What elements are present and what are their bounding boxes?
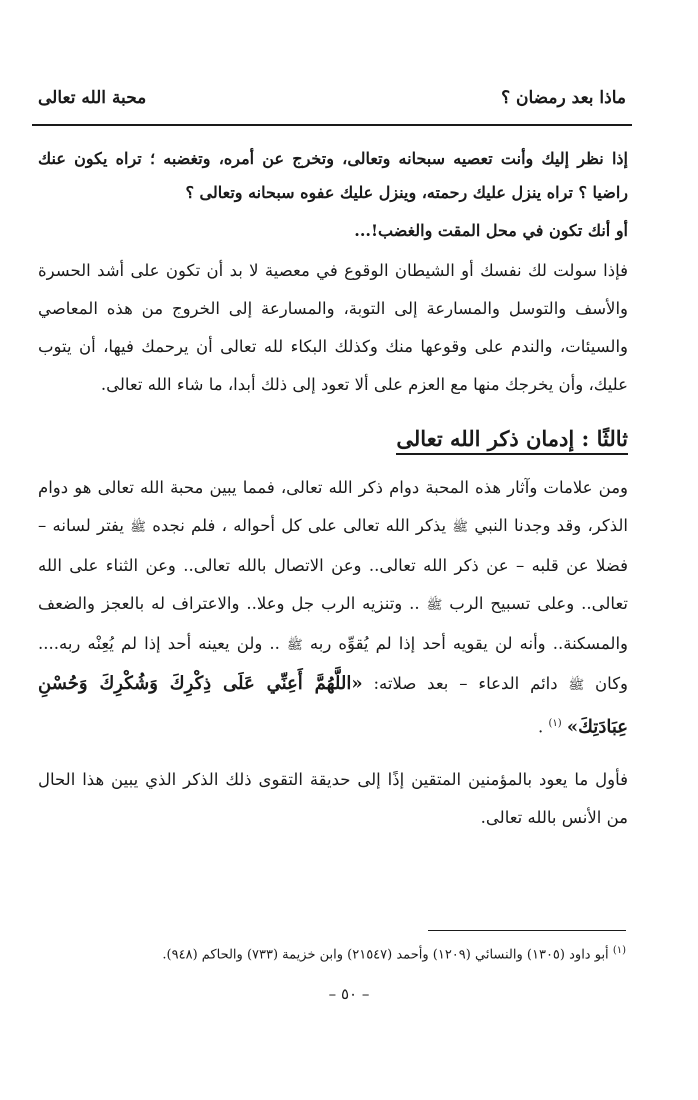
page-body — [38, 142, 628, 837]
saw-symbol: ﷺ — [287, 638, 303, 653]
text-segment: .. ولن يعينه أحد إذا لم يُعِنْه ربه.... وكان — [38, 634, 629, 693]
footnote-text: أبو داود (١٣٠٥) والنسائي (١٢٠٩) وأحمد (٢١٥٤٧) وابن خزيمة (٧٣٣) والحاكم (٩٤٨). — [162, 947, 609, 963]
saw-symbol: ﷺ — [426, 598, 443, 613]
footnote-reference[interactable]: (١) — [548, 718, 562, 729]
saw-symbol: ﷺ — [130, 520, 146, 535]
paragraph-closing: فأول ما يعود بالمؤمنين المتقين إذًا إلى حديقة التقوى ذلك الذكر الذي يبين هذا الحال من الأنس بالله تعالى. — [38, 769, 628, 827]
section-heading-text: ثالثًا : إدمان ذكر الله تعالى — [396, 426, 628, 455]
footnote — [162, 945, 626, 962]
running-header — [38, 88, 626, 118]
paragraph-remembrance — [38, 469, 628, 747]
text-segment: يذكر الله تعالى على كل أحواله ، فلم نجده — [152, 516, 447, 535]
hadith-quote: «اللَّهُمَّ أَعِنِّي عَلَى ذِكْرِكَ وَشُكْرِكَ وَحُسْنِ عِبَادَتِكَ» — [38, 673, 628, 738]
book-title: ماذا بعد رمضان ؟ — [501, 88, 626, 108]
saw-symbol: ﷺ — [568, 678, 585, 693]
footnote-rule — [428, 930, 626, 931]
paragraph-repentance: فإذا سولت لك نفسك أو الشيطان الوقوع في معصية لا بد أن تكون على أشد الحسرة والأسف والتوسل والمسارعة إلى التوبة، والمسارعة إلى الخروج من هذه المعاصي والسيئات، والندم على وقوعها منك وكذلك البكاء لله تعالى أن يرحمك فيها، أن يتوب عليك، وأن يخرجك منها مع العزم على ألا تعود إلى ذلك أبدا، ما شاء الله تعالى. — [38, 261, 628, 394]
page-number: – ٥٠ – — [328, 985, 370, 1003]
text-segment: ومن علامات وآثار هذه المحبة دوام ذكر الله تعالى، فمما يبين محبة الله تعالى هو دوام الذكر، وقد وجدنا النبي — [38, 478, 629, 535]
footnote-marker: (١) — [612, 945, 626, 956]
text-segment: .. وتنزيه الرب جل وعلا.. والاعتراف له بالعجز والضعف والمسكنة.. وأنه لن يقويه أحد إذا لم يُقوِّه ربه — [38, 594, 629, 653]
header-rule — [32, 124, 632, 126]
section-heading — [38, 426, 628, 451]
text-segment: يفتر لسانه – فضلا عن قلبه – عن ذكر الله تعالى.. وعن الاتصال بالله تعالى.. وعن الثناء على الله تعالى.. وعلى تسبيح الرب — [38, 516, 629, 613]
saw-symbol: ﷺ — [452, 520, 469, 535]
bold-paragraph-1: إذا نظر إليك وأنت تعصيه سبحانه وتعالى، وتخرج عن أمره، وتغضبه ؛ تراه يكون عنك راضيا ؟ تراه ينزل عليك رحمته، وينزل عليك عفوه سبحانه وتعالى ؟ — [38, 149, 629, 202]
bold-paragraph-2: أو أنك تكون في محل المقت والغضب!... — [354, 221, 628, 240]
text-segment: . — [537, 717, 544, 737]
text-segment: دائم الدعاء – بعد صلاته: — [373, 674, 558, 693]
chapter-title: محبة الله تعالى — [38, 88, 147, 108]
